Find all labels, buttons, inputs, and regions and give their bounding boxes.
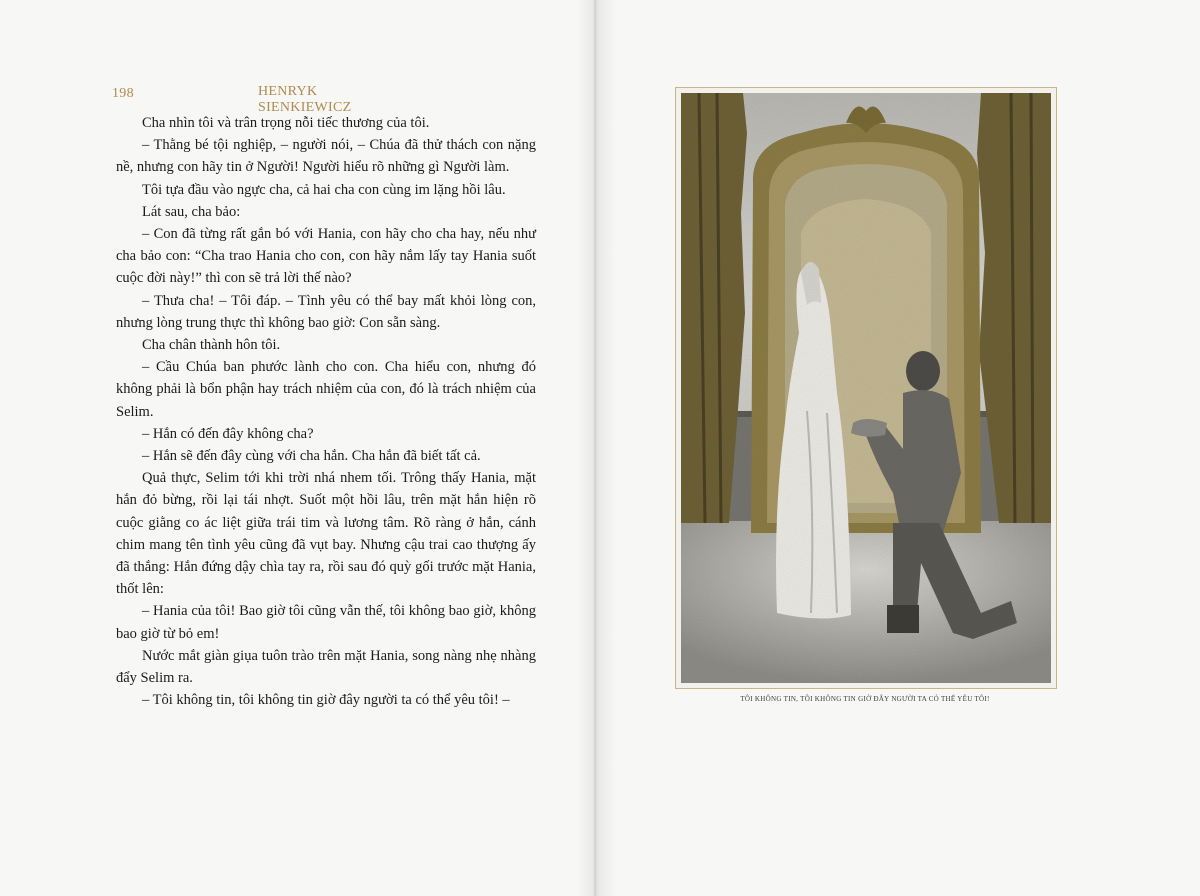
page-number: 198 <box>112 86 134 101</box>
paragraph: – Cầu Chúa ban phước lành cho con. Cha hiểu con, nhưng đó không phải là bổn phận hay trách nhiệm của con, đó là trách nhiệm của Selim. <box>116 359 536 420</box>
illustration-frame <box>675 87 1057 689</box>
paragraph: – Hắn có đến đây không cha? <box>142 425 314 442</box>
paragraph: – Hắn sẽ đến đây cùng với cha hắn. Cha hắn đã biết tất cả. <box>142 448 481 465</box>
paragraph: Lát sau, cha bảo: <box>142 203 241 220</box>
paragraph: – Con đã từng rất gắn bó với Hania, con hãy cho cha hay, nếu như cha bảo con: “Cha trao Hania cho con, con hãy nắm lấy tay Hania suốt cuộc đời này!” thì con sẽ trả lời thế nào? <box>116 226 536 287</box>
illustration-proposal-scene <box>681 93 1051 683</box>
paragraph: Tôi tựa đầu vào ngực cha, cả hai cha con cùng im lặng hồi lâu. <box>142 181 506 198</box>
man-head <box>906 351 940 391</box>
paragraph: – Tôi không tin, tôi không tin giờ đây người ta có thể yêu tôi! – <box>142 692 510 709</box>
running-head-author: HENRYK SIENKIEWICZ <box>258 84 352 115</box>
paragraph: – Hania của tôi! Bao giờ tôi cũng vẫn thế, tôi không bao giờ, không bao giờ từ bỏ em! <box>116 603 536 642</box>
body-text <box>116 112 536 711</box>
floor <box>681 521 1051 683</box>
paragraph: Cha chân thành hôn tôi. <box>142 337 281 354</box>
paragraph: Nước mắt giàn giụa tuôn trào trên mặt Hania, song nàng nhẹ nhàng đẩy Selim ra. <box>116 647 536 687</box>
illustration-caption: TÔI KHÔNG TIN, TÔI KHÔNG TIN GIỜ ĐÂY NGƯỜI TA CÓ THỂ YÊU TÔI! <box>740 695 990 703</box>
paragraph: – Thằng bé tội nghiệp, – người nói, – Chúa đã thử thách con nặng nề, nhưng con hãy tin ở Người! Người hiểu rõ những gì Người làm. <box>116 137 536 176</box>
paragraph: Cha nhìn tôi và trân trọng nỗi tiếc thương của tôi. <box>142 115 430 131</box>
paragraph: – Thưa cha! – Tôi đáp. – Tình yêu có thể bay mất khỏi lòng con, nhưng lòng trung thực thì không bao giờ: Con sẵn sàng. <box>116 292 536 331</box>
book-gutter <box>576 0 616 896</box>
left-page <box>0 0 594 896</box>
paragraph: Quả thực, Selim tới khi trời nhá nhem tối. Trông thấy Hania, mặt hắn đỏ bừng, rồi lại tái nhợt. Suốt một hồi lâu, trên mặt hắn hiện rõ cuộc giằng co ác liệt giữa trái tim và lương tâm. Rõ ràng ở hắn, cánh chim mang tên tình yêu cũng đã vụt bay. Nhưng cậu trai cao thượng ấy đã thắng: Hắn đứng dậy chìa tay ra, rồi sau đó quỳ gối trước mặt Hania, thốt lên: <box>116 470 536 598</box>
